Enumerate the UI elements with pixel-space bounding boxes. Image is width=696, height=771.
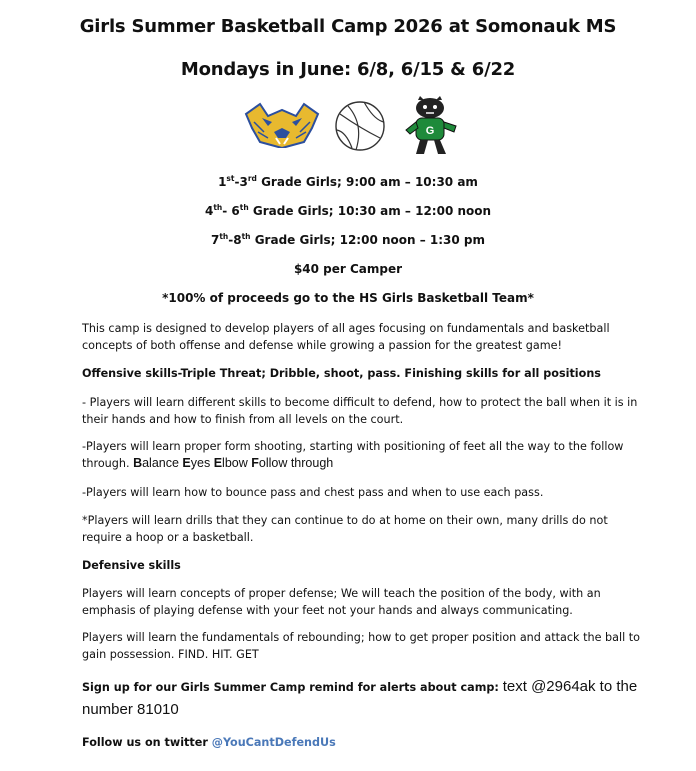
panther-mascot-logo bbox=[404, 96, 458, 158]
twitter-handle-link[interactable]: @YouCantDefendUs bbox=[211, 736, 336, 749]
offense-point-3: -Players will learn how to bounce pass and chest pass and when to use each pass. bbox=[82, 486, 544, 499]
offense-point-1: - Players will learn different skills to become difficult to defend, how to protect the ball when it is in their hands and how to finish from all levels on the court. bbox=[82, 396, 638, 426]
price: $40 per Camper bbox=[293, 262, 403, 276]
flyer-title: Girls Summer Basketball Camp 2026 at Somonauk MS bbox=[79, 16, 617, 37]
signup-line: Sign up for our Girls Summer Camp remind for alerts about camp: text @2964ak to the number 81010 bbox=[82, 678, 638, 718]
mascot-letter: G bbox=[425, 125, 435, 137]
offense-heading: Offensive skills-Triple Threat; Dribble, shoot, pass. Finishing skills for all positions bbox=[82, 367, 601, 380]
session-1: 1st-3rd Grade Girls; 9:00 am – 10:30 am bbox=[218, 174, 478, 189]
bobcat-logo bbox=[244, 102, 320, 148]
flyer-subtitle: Mondays in June: 6/8, 6/15 & 6/22 bbox=[180, 59, 516, 80]
session-2: 4th- 6th Grade Girls; 10:30 am – 12:00 noon bbox=[204, 203, 492, 218]
intro-paragraph: This camp is designed to develop players of all ages focusing on fundamentals and basketball concepts of both offense and defense while growing a passion for the greatest game! bbox=[82, 322, 610, 352]
logo-row bbox=[0, 96, 696, 160]
defense-point-2: Players will learn the fundamentals of rebounding; how to get proper position and attack the ball to gain possession. FIND. HIT. GET bbox=[82, 631, 640, 661]
follow-line: Follow us on twitter @YouCantDefendUs bbox=[82, 736, 336, 749]
basketball-icon bbox=[334, 98, 386, 154]
session-3: 7th-8th Grade Girls; 12:00 noon – 1:30 pm bbox=[210, 232, 486, 247]
offense-point-2: -Players will learn proper form shooting, starting with positioning of feet all the way to the follow through. Balance Eyes Elbow Follow through bbox=[82, 440, 624, 470]
proceeds-note: *100% of proceeds go to the HS Girls Basketball Team* bbox=[162, 291, 534, 305]
beef-mnemonic: Balance Eyes Elbow Follow through bbox=[133, 456, 334, 470]
defense-point-1: Players will learn concepts of proper defense; We will teach the position of the body, with an emphasis of playing defense with your feet not your hands and always communicating. bbox=[82, 587, 601, 617]
offense-point-4: *Players will learn drills that they can continue to do at home on their own, many drills do not require a hoop or a basketball. bbox=[82, 514, 608, 544]
defense-heading: Defensive skills bbox=[82, 559, 181, 572]
